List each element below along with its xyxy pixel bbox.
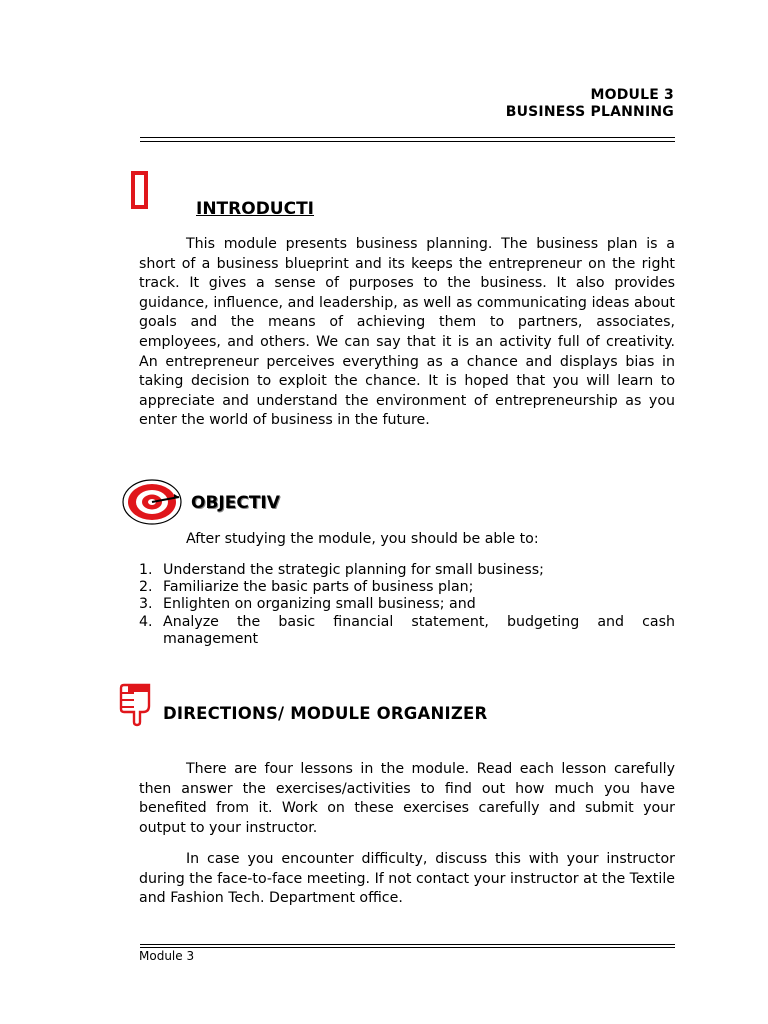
introduction-paragraph: This module presents business planning. The business plan is a short of a business blueprint and its keeps the entrepreneur on the right track. It gives a sense of purposes to the business. It also provides guidance, influence, and leadership, as well as communicating ideas about goals and the means of achieving them to partners, associates, employees, and others. We can say that it is an activity full of creativity. An entrepreneur perceives everything as a chance and displays bias in taking decision to exploit the chance. It is hoped that you will learn to appreciate and understand the environment of entrepreneurship as you enter the world of business in the future. bbox=[139, 236, 675, 429]
pointing-hand-icon bbox=[118, 682, 152, 726]
objectives-list bbox=[139, 562, 675, 648]
header-rule-top bbox=[140, 137, 675, 138]
list-item-text: Familiarize the basic parts of business plan; bbox=[163, 579, 474, 596]
list-item-text: Enlighten on organizing small business; and bbox=[163, 596, 476, 613]
directions-paragraph-2: In case you encounter difficulty, discuss this with your instructor during the face-to-face meeting. If not contact your instructor at the Textile and Fashion Tech. Department office. bbox=[139, 851, 675, 907]
introduction-heading: INTRODUCTI bbox=[196, 199, 315, 219]
directions-paragraph-1: There are four lessons in the module. Read each lesson carefully then answer the exercises/activities to find out how much you have benefited from it. Work on these exercises carefully and submit your output to your instructor. bbox=[139, 761, 675, 836]
module-title: BUSINESS PLANNING bbox=[505, 104, 674, 120]
list-item-number: 4. bbox=[139, 613, 153, 630]
target-icon bbox=[121, 478, 183, 526]
list-item bbox=[139, 562, 675, 579]
footer-label: Module 3 bbox=[139, 949, 195, 963]
footer-rule-bottom bbox=[140, 947, 675, 948]
bookmark-icon bbox=[131, 171, 148, 209]
list-item bbox=[139, 596, 675, 613]
list-item-text: Understand the strategic planning for small business; bbox=[163, 562, 544, 578]
objectives-intro: After studying the module, you should be able to: bbox=[186, 531, 539, 547]
module-number: MODULE 3 bbox=[590, 87, 674, 103]
objectives-heading: OBJECTIV bbox=[191, 493, 280, 513]
introduction-heading-clip bbox=[196, 199, 322, 219]
list-item bbox=[139, 614, 675, 648]
header-rule-bottom bbox=[140, 141, 675, 142]
list-item-text: Analyze the basic financial statement, budgeting and cash management bbox=[163, 613, 675, 647]
list-item bbox=[139, 579, 675, 596]
footer-rule-top bbox=[140, 944, 675, 945]
list-item-number: 3. bbox=[139, 596, 153, 613]
directions-heading: DIRECTIONS/ MODULE ORGANIZER bbox=[163, 704, 488, 723]
list-item-number: 2. bbox=[139, 579, 153, 596]
list-item-number: 1. bbox=[139, 562, 153, 578]
